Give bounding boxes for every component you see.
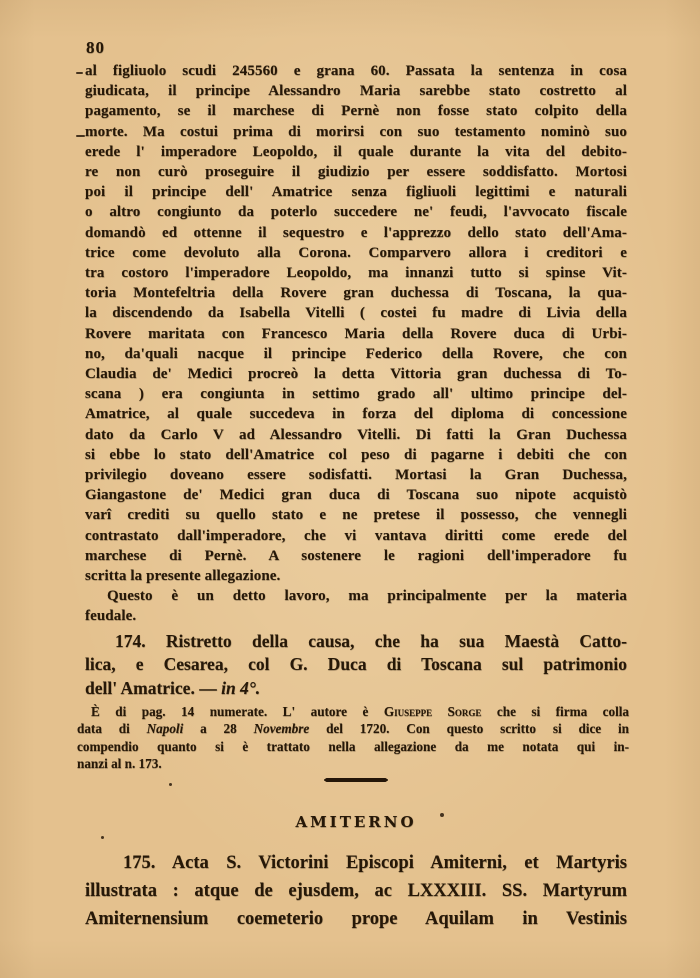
text-line: feudale. <box>85 608 137 625</box>
text-line: privilegio doveano essere sodisfatti. Mortasi la Gran Duchessa, <box>85 467 627 484</box>
text-line: 174. Ristretto della causa, che ha sua Maestà Catto- <box>115 630 627 651</box>
text-line: lica, e Cesarea, col G. Duca di Toscana sul patrimonio <box>85 654 627 675</box>
text-line: Claudia de' Medici procreò la detta Vittoria gran duchessa di To- <box>85 366 627 383</box>
text-line: trice come devoluto alla Corona. Comparvero allora i creditori e <box>85 244 627 261</box>
text-line: poi il principe dell' Amatrice senza figliuoli legittimi e naturali <box>85 184 627 201</box>
text-line: Amiternensium coemeterio prope Aquilam in Vestinis <box>85 909 627 930</box>
text-line: Rovere maritata con Francesco Maria della Rovere duca di Urbi- <box>85 325 627 342</box>
text-line: nanzi al n. 173. <box>77 756 162 772</box>
text-line: Giangastone de' Medici gran duca di Toscana suo nipote acquistò <box>85 487 627 504</box>
text-line: pagamento, se il marchese di Pernè non fosse stato colpito della <box>85 103 627 120</box>
entry-175 <box>85 849 627 933</box>
italic-text: Novembre <box>253 721 310 737</box>
text-line: la discendendo da Isabella Vitelli ( costei fu madre di Livia della <box>85 305 627 322</box>
text-line: Questo è un detto lavoro, ma principalmente per la materia <box>107 588 627 605</box>
text-line: o altro congiunto da poterlo succedere ne' feudi, l'avvocato fiscale <box>85 204 627 221</box>
text-segment: data di <box>77 721 147 737</box>
text-segment: a 28 <box>183 721 254 737</box>
text-line: varî crediti su quello stato e ne pretese il possesso, che vennegli <box>85 507 627 524</box>
text-line: toria Montefeltria della Rovere gran duchessa di Toscana, la qua- <box>85 285 627 302</box>
section-divider-rule <box>325 778 387 782</box>
text-segment: dell' Amatrice. — <box>85 677 222 698</box>
text-line <box>77 720 629 737</box>
text-line: Amatrice, al quale succedeva in forza del diploma di concessione <box>85 406 627 423</box>
text-line: contrastato dall'imperadore, che vi vantava diritti come erede del <box>85 527 627 544</box>
text-segment: È di pag. 14 numerate. L' autore è <box>91 704 384 720</box>
italic-text: in 4°. <box>221 677 261 698</box>
ink-speck <box>169 783 172 786</box>
text-line: morte. Ma costui prima di morirsi con suo testamento nominò suo <box>85 123 627 140</box>
text-line: re non curò proseguire il giudizio per essere soddisfatto. Mortosi <box>85 164 627 181</box>
text-line: domandò ed ottenne il sequestro e l'apprezzo dello stato dell'Ama- <box>85 224 627 241</box>
italic-text: Napoli <box>146 721 184 737</box>
text-line: 175. Acta S. Victorini Episcopi Amiterni, et Martyris <box>123 853 627 874</box>
text-segment: del 1720. Con questo scritto si dice in <box>309 721 630 737</box>
text-line: erede l' imperadore Leopoldo, il quale durante la vita del debito- <box>85 143 627 160</box>
text-line <box>85 677 627 701</box>
page-number: 80 <box>86 38 105 57</box>
smallcaps-text: Giuseppe Sorge <box>383 704 482 720</box>
text-line: dato da Carlo V ad Alessandro Vitelli. Di fatti la Gran Duchessa <box>85 426 627 443</box>
text-line: al figliuolo scudi 245560 e grana 60. Passata la sentenza in cosa <box>85 63 627 79</box>
text-segment: che si firma colla <box>481 704 630 720</box>
paragraph-secondary <box>85 586 627 626</box>
text-line: scana ) era congiunta in settimo grado all' ultimo principe del- <box>85 386 627 403</box>
ink-speck <box>440 813 444 817</box>
bibliographic-note <box>77 703 629 772</box>
text-line: giudicata, il principe Alessandro Maria sarebbe stato costretto al <box>85 83 627 100</box>
text-line: marchese di Pernè. A sostenere le ragioni dell'imperadore fu <box>85 547 627 564</box>
text-line <box>77 703 629 720</box>
section-heading: AMITERNO <box>295 813 417 832</box>
text-line: scritta la presente allegazione. <box>85 568 281 585</box>
paragraph-main <box>85 61 627 586</box>
text-line: compendio quanto si è trattato nella allegazione da me notata qui in- <box>77 738 629 754</box>
ink-speck <box>76 135 85 137</box>
text-line: si ebbe lo stato dell'Amatrice col peso di pagarne i debiti che con <box>85 446 627 463</box>
ink-speck <box>76 72 83 74</box>
ink-speck <box>101 836 104 839</box>
entry-174 <box>85 630 627 701</box>
text-line: tra costoro l'imperadore Leopoldo, ma innanzi tutto si spinse Vit- <box>85 265 627 282</box>
text-line: no, da'quali nacque il principe Federico della Rovere, che con <box>85 345 627 362</box>
text-column <box>77 61 630 933</box>
text-line: illustrata : atque de ejusdem, ac LXXXIII. SS. Martyrum <box>85 881 627 902</box>
